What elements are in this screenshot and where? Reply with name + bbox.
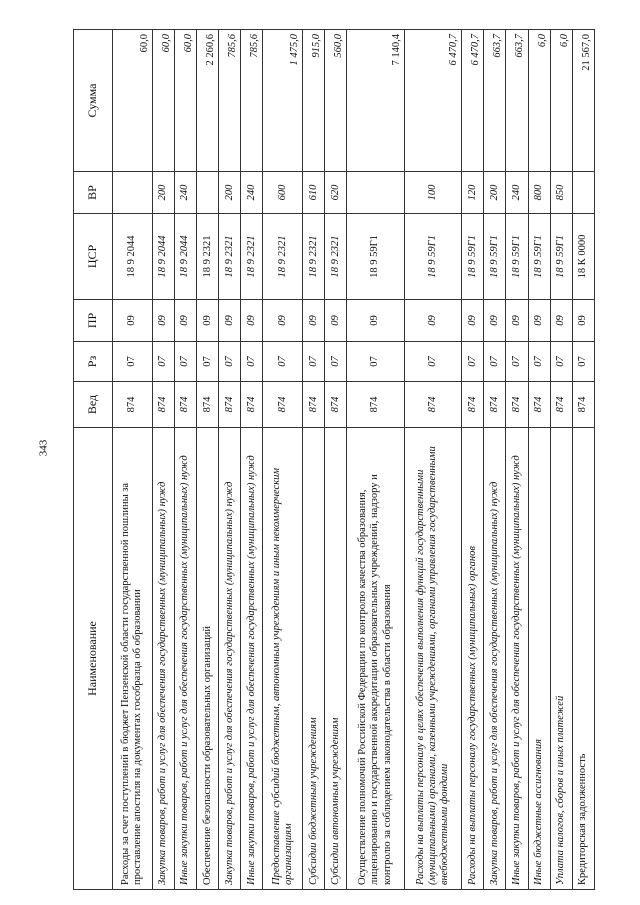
cell-name: Осуществление полномочий Российской Федерации по контролю качества образования, лицензированию и государственной аккредитации образовательных учреждений, надзору и контролю за соблюдением законодательства в области образования [347,428,405,890]
cell-pr: 09 [347,300,405,342]
header-ved: Вед [74,382,113,428]
cell-rz: 07 [263,342,303,382]
cell-csr: 18 9 2321 [241,214,263,300]
header-sum: Сумма [74,30,113,172]
cell-rz: 07 [174,342,196,382]
cell-name: Закупка товаров, работ и услуг для обеспечения государственных (муниципальных) нужд [152,428,174,890]
cell-name: Субсидии бюджетным учреждениям [303,428,325,890]
cell-sum: 785,6 [241,30,263,172]
cell-pr: 09 [484,300,506,342]
cell-pr: 09 [462,300,484,342]
cell-ved: 874 [263,382,303,428]
cell-sum: 1 475,0 [263,30,303,172]
cell-rz: 07 [404,342,462,382]
table-row [263,30,303,890]
cell-name: Расходы на выплаты персоналу государственных (муниципальных) органов [462,428,484,890]
cell-csr: 18 9 2321 [263,214,303,300]
cell-ved: 874 [219,382,241,428]
cell-vr: 240 [506,172,528,214]
cell-sum: 915,0 [303,30,325,172]
cell-vr: 120 [462,172,484,214]
table-row [113,30,153,890]
cell-ved: 874 [347,382,405,428]
cell-csr: 18 9 2321 [219,214,241,300]
cell-sum: 663,7 [506,30,528,172]
table-row [550,30,572,890]
cell-vr: 610 [303,172,325,214]
cell-sum: 663,7 [484,30,506,172]
cell-rz: 07 [196,342,218,382]
cell-sum: 6 470,7 [462,30,484,172]
cell-pr: 09 [528,300,550,342]
cell-vr [572,172,594,214]
cell-csr: 18 9 59Г1 [347,214,405,300]
cell-vr [196,172,218,214]
cell-pr: 09 [303,300,325,342]
cell-ved: 874 [152,382,174,428]
cell-ved: 874 [528,382,550,428]
cell-csr: 18 К 0000 [572,214,594,300]
cell-csr: 18 9 2321 [303,214,325,300]
cell-sum: 6,0 [528,30,550,172]
cell-pr: 09 [174,300,196,342]
table-row [347,30,405,890]
cell-pr: 09 [219,300,241,342]
cell-pr: 09 [152,300,174,342]
cell-sum: 785,6 [219,30,241,172]
cell-vr: 850 [550,172,572,214]
cell-ved: 874 [506,382,528,428]
rotated-table-area [73,30,595,890]
cell-name: Предоставление субсидий бюджетным, автономным учреждениям и иным некоммерческим организациям [263,428,303,890]
cell-sum: 21 567,0 [572,30,594,172]
cell-vr: 600 [263,172,303,214]
cell-vr: 240 [174,172,196,214]
cell-sum: 6,0 [550,30,572,172]
cell-name: Уплата налогов, сборов и иных платежей [550,428,572,890]
cell-csr: 18 9 59Г1 [550,214,572,300]
cell-sum: 60,0 [152,30,174,172]
table-row [506,30,528,890]
cell-csr: 18 9 2044 [152,214,174,300]
table-row [174,30,196,890]
cell-ved: 874 [174,382,196,428]
cell-rz: 07 [484,342,506,382]
header-rz: Рз [74,342,113,382]
table-row [219,30,241,890]
cell-ved: 874 [196,382,218,428]
cell-pr: 09 [572,300,594,342]
cell-ved: 874 [325,382,347,428]
cell-name: Субсидии автономным учреждениям [325,428,347,890]
cell-name: Иные закупки товаров, работ и услуг для обеспечения государственных (муниципальных) нужд [174,428,196,890]
cell-name: Иные закупки товаров, работ и услуг для обеспечения государственных (муниципальных) нужд [506,428,528,890]
table-row [241,30,263,890]
cell-vr: 200 [219,172,241,214]
cell-pr: 09 [263,300,303,342]
table-row [303,30,325,890]
cell-ved: 874 [572,382,594,428]
cell-sum: 60,0 [174,30,196,172]
table-row [462,30,484,890]
cell-sum: 2 260,6 [196,30,218,172]
cell-rz: 07 [241,342,263,382]
cell-vr: 800 [528,172,550,214]
cell-rz: 07 [550,342,572,382]
cell-rz: 07 [572,342,594,382]
cell-csr: 18 9 2044 [113,214,153,300]
budget-table [73,29,595,890]
cell-ved: 874 [241,382,263,428]
cell-csr: 18 9 59Г1 [462,214,484,300]
page-number: 343 [37,439,50,457]
header-pr: ПР [74,300,113,342]
cell-csr: 18 9 59Г1 [528,214,550,300]
cell-rz: 07 [506,342,528,382]
cell-name: Кредиторская задолженность [572,428,594,890]
cell-vr: 200 [152,172,174,214]
cell-sum: 560,0 [325,30,347,172]
table-row [325,30,347,890]
cell-pr: 09 [113,300,153,342]
cell-name: Расходы на выплаты персоналу в целях обеспечения выполнения функций государственными (муниципальными) органами, казенными учреждениями, органами управления государственными внебюджетными фондами [404,428,462,890]
cell-ved: 874 [404,382,462,428]
cell-csr: 18 9 59Г1 [506,214,528,300]
cell-ved: 874 [303,382,325,428]
cell-csr: 18 9 2321 [325,214,347,300]
cell-sum: 6 470,7 [404,30,462,172]
cell-vr [113,172,153,214]
cell-rz: 07 [462,342,484,382]
cell-csr: 18 9 2044 [174,214,196,300]
cell-name: Расходы за счет поступлений в бюджет Пензенской области государственной пошлины за проставление апостиля на документах гособразца об образовании [113,428,153,890]
table-container [73,30,595,890]
cell-sum: 60,0 [113,30,153,172]
cell-rz: 07 [303,342,325,382]
table-row [572,30,594,890]
cell-pr: 09 [241,300,263,342]
cell-name: Иные бюджетные ассигнования [528,428,550,890]
cell-rz: 07 [113,342,153,382]
header-name: Наименование [74,428,113,890]
cell-pr: 09 [550,300,572,342]
cell-name: Закупка товаров, работ и услуг для обеспечения государственных (муниципальных) нужд [484,428,506,890]
cell-vr: 100 [404,172,462,214]
cell-ved: 874 [113,382,153,428]
header-vr: ВР [74,172,113,214]
table-row [196,30,218,890]
cell-rz: 07 [528,342,550,382]
cell-vr: 620 [325,172,347,214]
cell-rz: 07 [152,342,174,382]
cell-csr: 18 9 59Г1 [404,214,462,300]
cell-ved: 874 [484,382,506,428]
cell-name: Иные закупки товаров, работ и услуг для обеспечения государственных (муниципальных) нужд [241,428,263,890]
header-csr: ЦСР [74,214,113,300]
cell-vr [347,172,405,214]
cell-vr: 240 [241,172,263,214]
cell-ved: 874 [462,382,484,428]
cell-vr: 200 [484,172,506,214]
cell-pr: 09 [196,300,218,342]
cell-rz: 07 [347,342,405,382]
table-header-row [74,30,113,890]
table-row [484,30,506,890]
cell-sum: 7 140,4 [347,30,405,172]
table-row [152,30,174,890]
cell-ved: 874 [550,382,572,428]
table-row [404,30,462,890]
cell-pr: 09 [404,300,462,342]
cell-name: Обеспечение безопасности образовательных организаций [196,428,218,890]
cell-pr: 09 [506,300,528,342]
cell-csr: 18 9 59Г1 [484,214,506,300]
cell-csr: 18 9 2321 [196,214,218,300]
table-row [528,30,550,890]
cell-name: Закупка товаров, работ и услуг для обеспечения государственных (муниципальных) нужд [219,428,241,890]
cell-pr: 09 [325,300,347,342]
cell-rz: 07 [219,342,241,382]
cell-rz: 07 [325,342,347,382]
